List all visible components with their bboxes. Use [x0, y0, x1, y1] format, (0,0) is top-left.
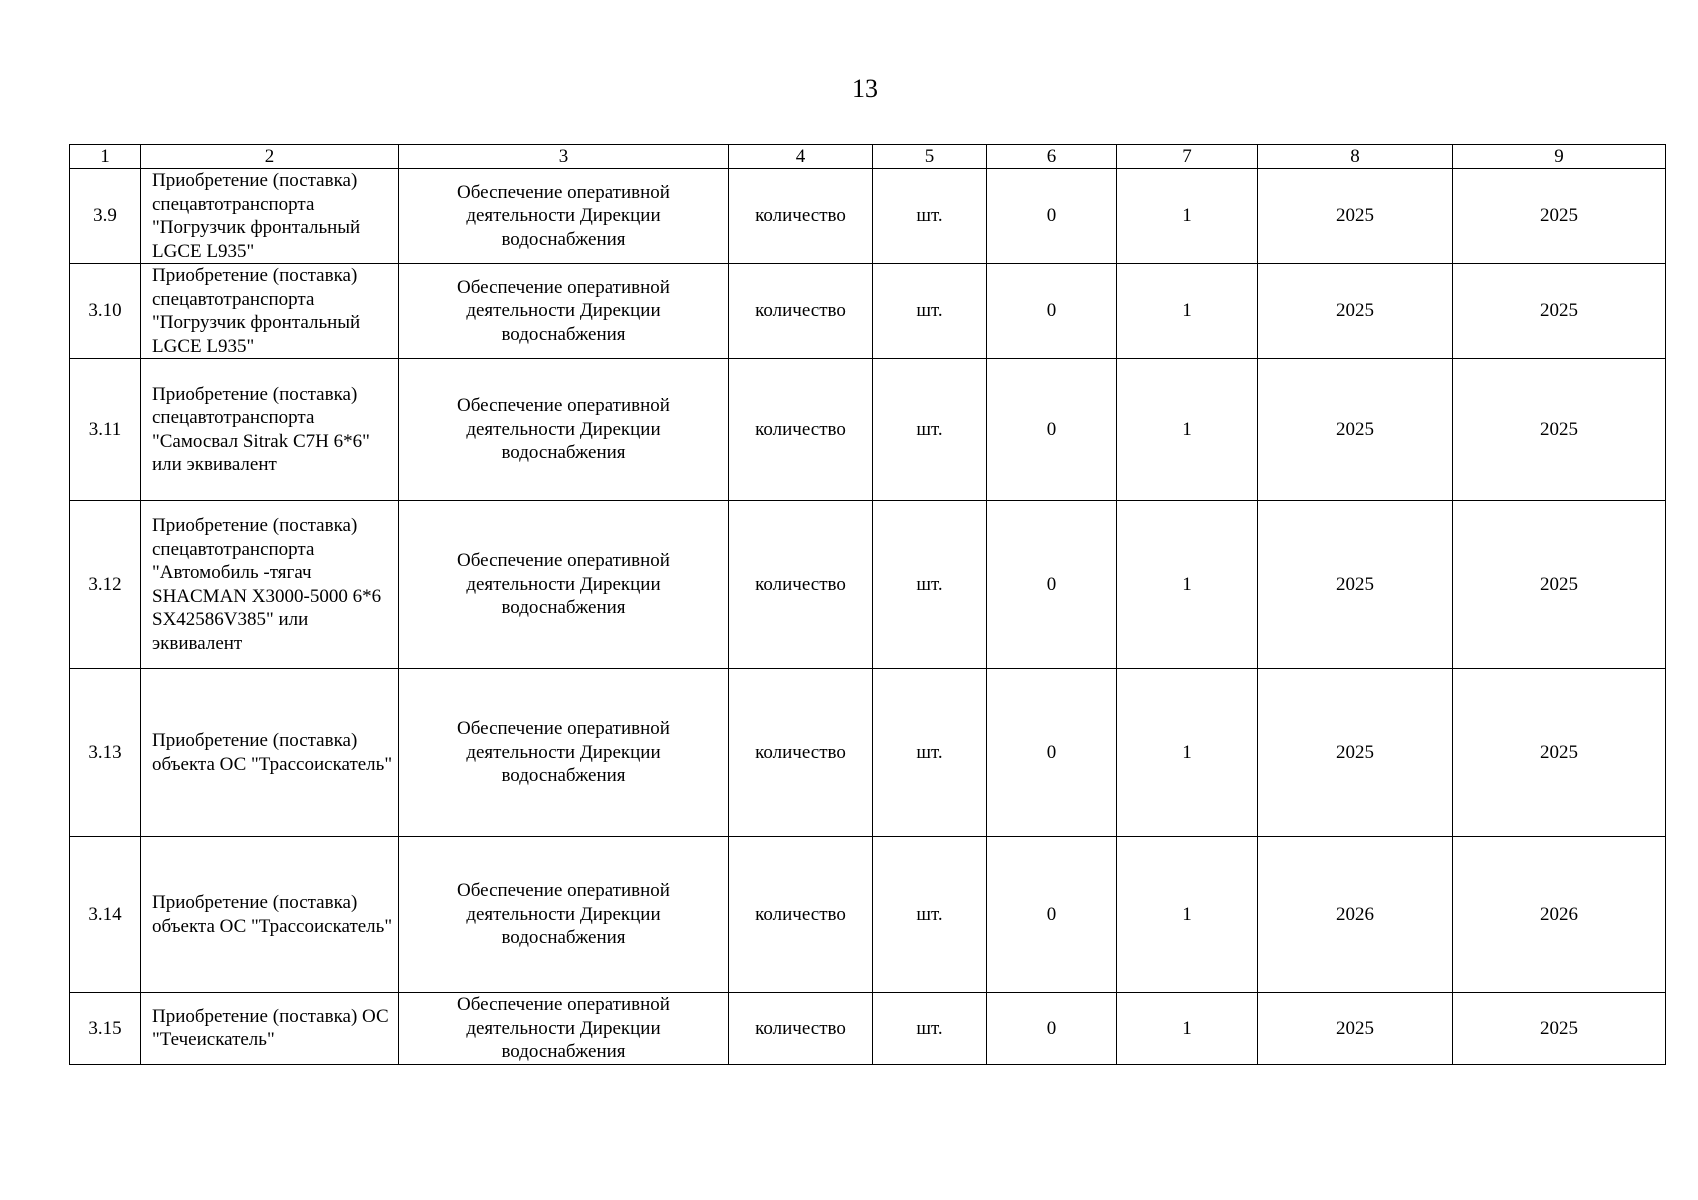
item-name-cell: Приобретение (поставка) спецавтотранспорта "Автомобиль -тягач SHACMAN X3000-5000 6*6 SX42586V385" или эквивалент [141, 501, 399, 669]
table-row [70, 669, 1666, 837]
year-cell: 2025 [1258, 169, 1453, 264]
unit-cell: шт. [873, 993, 987, 1065]
value-cell: 1 [1117, 169, 1258, 264]
year-cell: 2025 [1258, 993, 1453, 1065]
value-cell: 0 [987, 501, 1117, 669]
item-number-cell: 3.9 [70, 169, 141, 264]
item-name-cell: Приобретение (поставка) объекта ОС "Трассоискатель" [141, 837, 399, 993]
purpose-cell: Обеспечение оперативной деятельности Дирекции водоснабжения [399, 359, 729, 501]
item-number-cell: 3.10 [70, 264, 141, 359]
purpose-cell: Обеспечение оперативной деятельности Дирекции водоснабжения [399, 501, 729, 669]
header-cell: 8 [1258, 145, 1453, 169]
item-number-cell: 3.12 [70, 501, 141, 669]
item-name-cell: Приобретение (поставка) ОС "Течеискатель" [141, 993, 399, 1065]
item-number-cell: 3.15 [70, 993, 141, 1065]
table-row [70, 501, 1666, 669]
table-row [70, 169, 1666, 264]
year-cell: 2025 [1453, 501, 1666, 669]
indicator-cell: количество [729, 993, 873, 1065]
unit-cell: шт. [873, 669, 987, 837]
header-cell: 6 [987, 145, 1117, 169]
table-row [70, 359, 1666, 501]
indicator-cell: количество [729, 169, 873, 264]
year-cell: 2025 [1453, 669, 1666, 837]
year-cell: 2025 [1453, 264, 1666, 359]
item-name-cell: Приобретение (поставка) спецавтотранспорта "Погрузчик фронтальный LGCE L935" [141, 169, 399, 264]
purpose-cell: Обеспечение оперативной деятельности Дирекции водоснабжения [399, 169, 729, 264]
item-name-cell: Приобретение (поставка) объекта ОС "Трассоискатель" [141, 669, 399, 837]
value-cell: 1 [1117, 264, 1258, 359]
unit-cell: шт. [873, 837, 987, 993]
header-cell: 1 [70, 145, 141, 169]
measures-table [69, 144, 1666, 1065]
indicator-cell: количество [729, 501, 873, 669]
unit-cell: шт. [873, 359, 987, 501]
header-cell: 2 [141, 145, 399, 169]
item-name-cell: Приобретение (поставка) спецавтотранспорта "Погрузчик фронтальный LGCE L935" [141, 264, 399, 359]
page-number: 13 [852, 74, 878, 103]
purpose-cell: Обеспечение оперативной деятельности Дирекции водоснабжения [399, 993, 729, 1065]
header-cell: 4 [729, 145, 873, 169]
year-cell: 2025 [1258, 359, 1453, 501]
value-cell: 1 [1117, 501, 1258, 669]
value-cell: 1 [1117, 669, 1258, 837]
value-cell: 0 [987, 264, 1117, 359]
indicator-cell: количество [729, 264, 873, 359]
value-cell: 0 [987, 359, 1117, 501]
year-cell: 2026 [1453, 837, 1666, 993]
table-row [70, 993, 1666, 1065]
header-cell: 3 [399, 145, 729, 169]
purpose-cell: Обеспечение оперативной деятельности Дирекции водоснабжения [399, 264, 729, 359]
value-cell: 0 [987, 169, 1117, 264]
value-cell: 1 [1117, 993, 1258, 1065]
value-cell: 0 [987, 837, 1117, 993]
purpose-cell: Обеспечение оперативной деятельности Дирекции водоснабжения [399, 669, 729, 837]
year-cell: 2025 [1453, 169, 1666, 264]
header-cell: 7 [1117, 145, 1258, 169]
value-cell: 1 [1117, 359, 1258, 501]
unit-cell: шт. [873, 264, 987, 359]
value-cell: 0 [987, 993, 1117, 1065]
header-cell: 5 [873, 145, 987, 169]
indicator-cell: количество [729, 837, 873, 993]
year-cell: 2025 [1453, 359, 1666, 501]
year-cell: 2025 [1453, 993, 1666, 1065]
value-cell: 0 [987, 669, 1117, 837]
unit-cell: шт. [873, 169, 987, 264]
item-number-cell: 3.11 [70, 359, 141, 501]
header-cell: 9 [1453, 145, 1666, 169]
year-cell: 2025 [1258, 501, 1453, 669]
year-cell: 2026 [1258, 837, 1453, 993]
table-row [70, 837, 1666, 993]
column-number-header-row [70, 145, 1666, 169]
item-number-cell: 3.14 [70, 837, 141, 993]
year-cell: 2025 [1258, 669, 1453, 837]
value-cell: 1 [1117, 837, 1258, 993]
item-number-cell: 3.13 [70, 669, 141, 837]
unit-cell: шт. [873, 501, 987, 669]
indicator-cell: количество [729, 359, 873, 501]
year-cell: 2025 [1258, 264, 1453, 359]
purpose-cell: Обеспечение оперативной деятельности Дирекции водоснабжения [399, 837, 729, 993]
item-name-cell: Приобретение (поставка) спецавтотранспорта "Самосвал Sitrak C7H 6*6" или эквивалент [141, 359, 399, 501]
indicator-cell: количество [729, 669, 873, 837]
table-row [70, 264, 1666, 359]
